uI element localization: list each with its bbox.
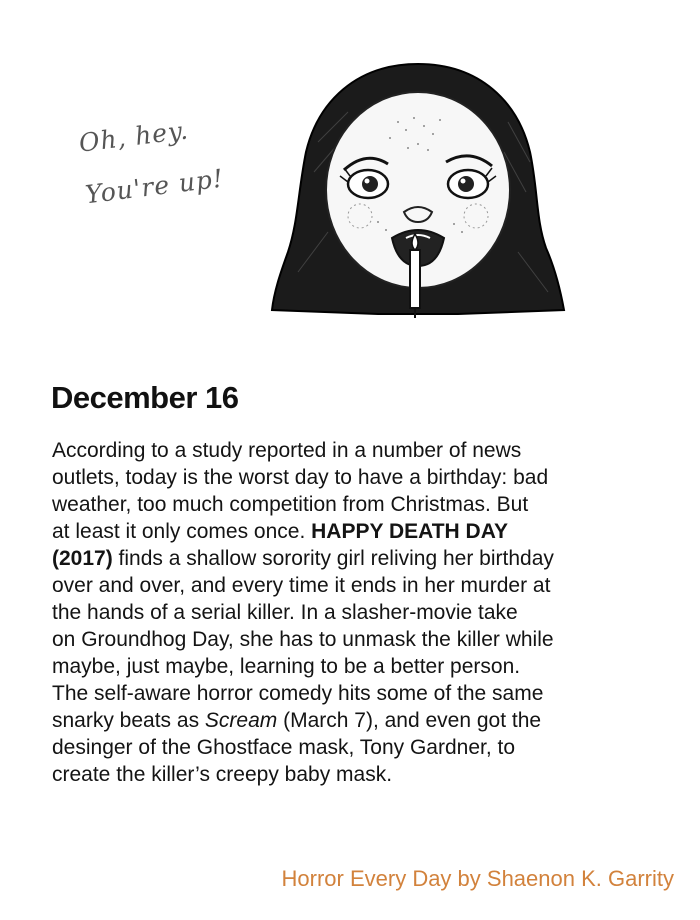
handwritten-caption	[76, 97, 257, 221]
body-text: at least it only comes once.	[52, 520, 312, 543]
body-line: on Groundhog Day, she has to unmask the killer while	[52, 628, 554, 651]
body-line: weather, too much competition from Christmas. But	[52, 493, 529, 516]
candle-flame	[412, 234, 418, 250]
body-text: (March 7), and even got the	[277, 709, 542, 732]
body-line: the hands of a serial killer. In a slasher-movie take	[52, 601, 518, 624]
body-line: over and over, and every time it ends in her murder at	[52, 574, 551, 597]
movie-title: HAPPY DEATH DAY	[311, 520, 508, 543]
body-line	[52, 545, 632, 572]
body-line	[52, 518, 632, 545]
body-line: create the killer’s creepy baby mask.	[52, 763, 393, 786]
body-line: maybe, just maybe, learning to be a better person.	[52, 655, 521, 678]
caption-line-2: You're up!	[83, 163, 226, 210]
baby-mask-killer-illustration	[268, 52, 568, 322]
movie-year: (2017)	[52, 547, 113, 570]
author-credit: Horror Every Day by Shaenon K. Garrity	[281, 866, 674, 891]
body-line: outlets, today is the worst day to have a birthday: bad	[52, 466, 549, 489]
caption-line-1: Oh, hey.	[77, 115, 191, 158]
body-line	[52, 707, 632, 734]
film-reference: Scream	[204, 709, 278, 732]
body-line: According to a study reported in a number of news	[52, 439, 522, 462]
entry-body	[52, 437, 632, 788]
body-line: The self-aware horror comedy hits some of the same	[52, 682, 544, 705]
body-text: finds a shallow sorority girl reliving her birthday	[112, 547, 554, 570]
body-text: snarky beats as	[52, 709, 205, 732]
body-line: desinger of the Ghostface mask, Tony Gardner, to	[52, 736, 516, 759]
page-title: December 16	[51, 380, 239, 415]
candle	[410, 250, 420, 308]
